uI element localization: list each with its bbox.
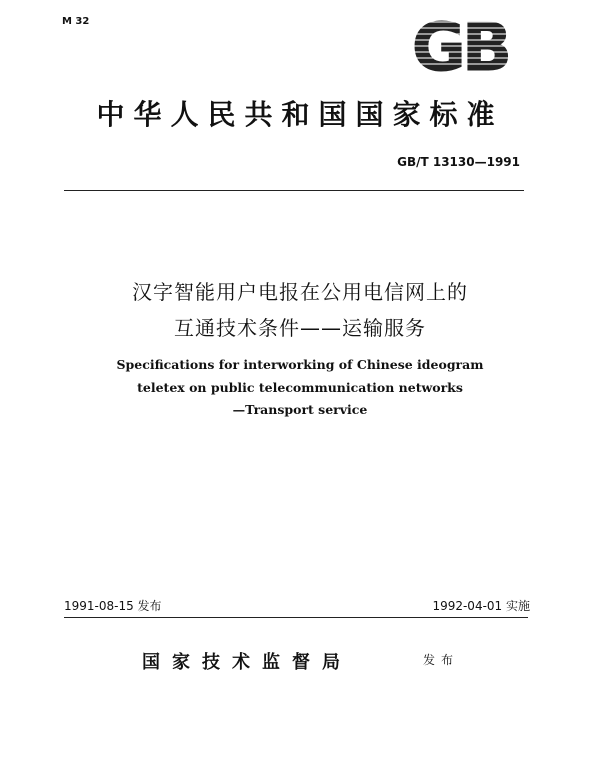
gb-logo xyxy=(398,12,522,78)
gb-logo-graphic xyxy=(398,12,522,78)
english-title-line-2: teletex on public telecommunication networks xyxy=(137,380,463,395)
english-title-line-1: Specifications for interworking of Chinese ideogram xyxy=(116,357,484,372)
issue-label: 发布 xyxy=(423,653,460,667)
top-divider xyxy=(64,190,524,191)
issuing-authority: 国家技术监督局 xyxy=(142,652,352,673)
chinese-title-line-2: 互通技术条件——运输服务 xyxy=(174,316,426,340)
document-number: GB/T 13130—1991 xyxy=(397,155,520,169)
classification-code: M 32 xyxy=(62,16,90,27)
english-title-line-3: —Transport service xyxy=(232,402,368,417)
implementation-date: 1992-04-01 实施 xyxy=(432,599,530,613)
gb-logo-text: GB xyxy=(411,12,509,78)
issue-date: 1991-08-15 发布 xyxy=(64,599,162,613)
chinese-title-line-1: 汉字智能用户电报在公用电信网上的 xyxy=(132,280,468,304)
bottom-divider xyxy=(64,617,528,618)
standard-title: 中华人民共和国国家标准 xyxy=(96,98,504,131)
